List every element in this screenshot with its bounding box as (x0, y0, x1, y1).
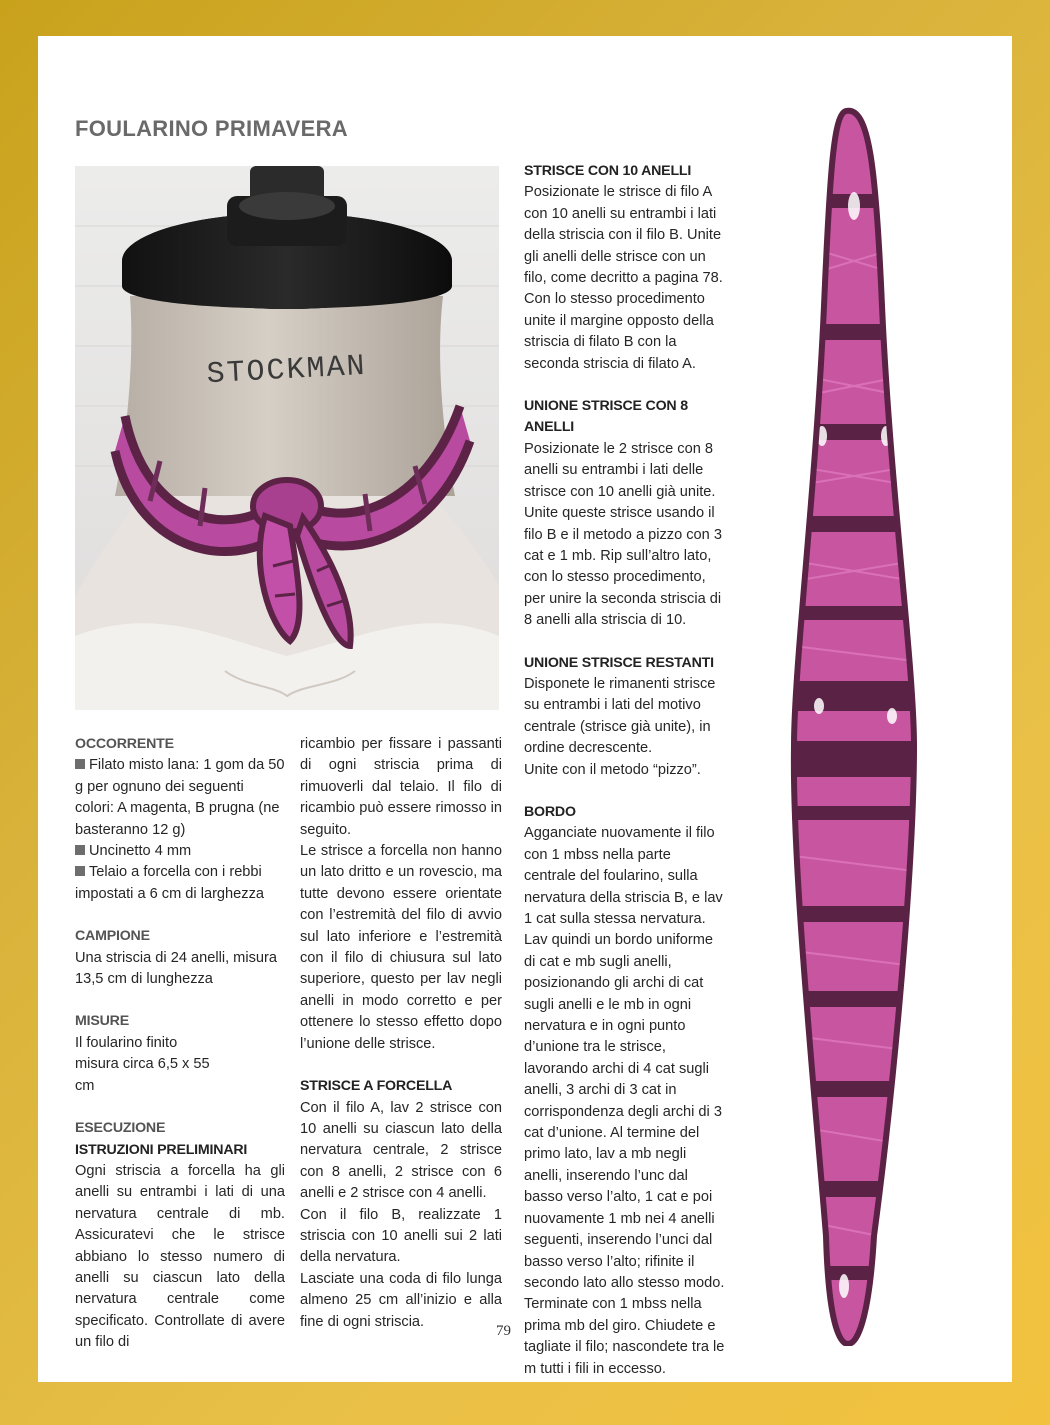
forcella-text-3: Lasciate una coda di filo lunga almeno 25 cm all’inizio e alla fine di ogni striscia. (300, 1270, 502, 1330)
anelli8-text: Posizionate le 2 strisce con 8 anelli su entrambi i lati delle strisce con 10 anelli già unite. Unite queste strisce usando il filo B e il metodo a pizzo con 3 cat e 1 mb. Rip sull’altro lato, con lo stesso procedimento, per unire la seconda striscia di 8 anelli alla striscia di 10. (524, 440, 722, 629)
restanti-text-2: Unite con il metodo “pizzo”. (524, 761, 701, 778)
forcella-heading: STRISCE A FORCELLA (300, 1078, 453, 1095)
restanti-heading: UNIONE STRISCE RESTANTI (524, 654, 714, 671)
scarf-photo (774, 106, 934, 1346)
bullet-square-icon (75, 866, 85, 876)
occorrente-heading: OCCORRENTE (75, 736, 174, 752)
restanti-text-1: Disponete le rimanenti strisce su entrambi i lati del motivo centrale (strisce già unite), in ordine decrescente. (524, 675, 716, 757)
istruzioni-heading: ISTRUZIONI PRELIMINARI (75, 1141, 248, 1158)
page (38, 36, 1012, 1382)
column-instructions (300, 734, 502, 1333)
campione-heading: CAMPIONE (75, 928, 150, 945)
anelli10-heading: STRISCE CON 10 ANELLI (524, 163, 692, 179)
bullet-square-icon (75, 845, 85, 855)
scarf-strip-illustration (774, 106, 934, 1346)
anelli8-heading: UNIONE STRISCE CON 8 ANELLI (524, 398, 688, 436)
column-joining (524, 161, 726, 1380)
misure-text: Il foularino finito misura circa 6,5 x 55 cm (75, 1034, 210, 1094)
occorrente-item: Filato misto lana: 1 gom da 50 g per ognuno dei seguenti colori: A magenta, B prugna (ne basteranno 12 g) (75, 757, 285, 838)
strisce-text: Le strisce a forcella non hanno un lato dritto e un rovescio, ma tutte devono essere orientate con l’estremità del filo di avvio sul lato inferiore e l’estremità con il filo di chiusura sul lato superiore, questo per lav negli anelli in modo corretto e per ottenere lo stesso effetto dopo l’unione delle strisce. (300, 843, 502, 1052)
stockman-label: STOCKMAN (205, 349, 368, 393)
mannequin-photo (75, 166, 499, 710)
campione-text: Una striscia di 24 anelli, misura 13,5 cm di lunghezza (75, 949, 277, 988)
anelli10-text-1: Posizionate le strisce di filo A con 10 anelli su entrambi i lati della striscia con il filo B. Unite gli anelli delle strisce con un filo, come decritto a pagina 78. (524, 184, 723, 287)
page-number: 79 (496, 1323, 511, 1339)
column-materials (75, 734, 285, 1354)
occorrente-item: Uncinetto 4 mm (75, 841, 285, 862)
forcella-text-1: Con il filo A, lav 2 strisce con 10 anelli su ciascun lato della nervatura centrale, 2 strisce con 8 anelli, 2 strisce con 6 anelli e 2 strisce con 4 anelli. (300, 1099, 502, 1202)
occorrente-item: Telaio a forcella con i rebbi impostati a 6 cm di larghezza (75, 864, 264, 902)
continued-text: ricambio per fissare i passanti di ogni striscia prima di rimuoverli dal telaio. Il filo di ricambio può essere rimosso in seguito. (300, 736, 502, 838)
mannequin-illustration (75, 166, 499, 710)
istruzioni-text: Ogni striscia a forcella ha gli anelli su entrambi i lati di una nervatura centrale di mb. Assicuratevi che le strisce abbiano lo stesso numero di anelli su ciascun lato della nervatura centrale come specificato. Controllate di avere un filo di (75, 1162, 285, 1351)
bullet-square-icon (75, 759, 85, 769)
misure-heading: MISURE (75, 1013, 129, 1030)
anelli10-text-2: Con lo stesso procedimento unite il margine opposto della striscia di filato B con la seconda striscia di filato A. (524, 291, 714, 372)
esecuzione-heading: ESECUZIONE (75, 1120, 166, 1137)
page-title: FOULARINO PRIMAVERA (75, 116, 348, 141)
bordo-text: Agganciate nuovamente il filo con 1 mbss nella parte centrale del foularino, sulla nervatura della striscia B, e lav 1 cat sulla stessa nervatura. Lav quindi un bordo uniforme di cat e mb sugli anelli, posizionando gli archi di cat sugli anelli e le mb in ogni nervatura e in ogni punto d’unione tra le strisce, lavorando archi di 4 cat sugli anelli, 3 archi di 3 cat in corrispondenza degli archi di 3 cat d’unione. Al termine del primo lato, lav a mb negli anelli, inserendo l’unc dal basso verso l’alto, 1 cat e poi nuovamente 1 mb nei 4 anelli seguenti, inserendo l’unci dal basso verso l’alto; rifinite il secondo lato allo stesso modo. Terminate con 1 mbss nella prima mb del giro. Chiudete e tagliate il filo; nascondete tra le m tutti i fili in eccesso. (524, 825, 725, 1377)
bordo-heading: BORDO (524, 803, 576, 820)
forcella-text-2: Con il filo B, realizzate 1 striscia con 10 anelli sui 2 lati della nervatura. (300, 1206, 502, 1266)
